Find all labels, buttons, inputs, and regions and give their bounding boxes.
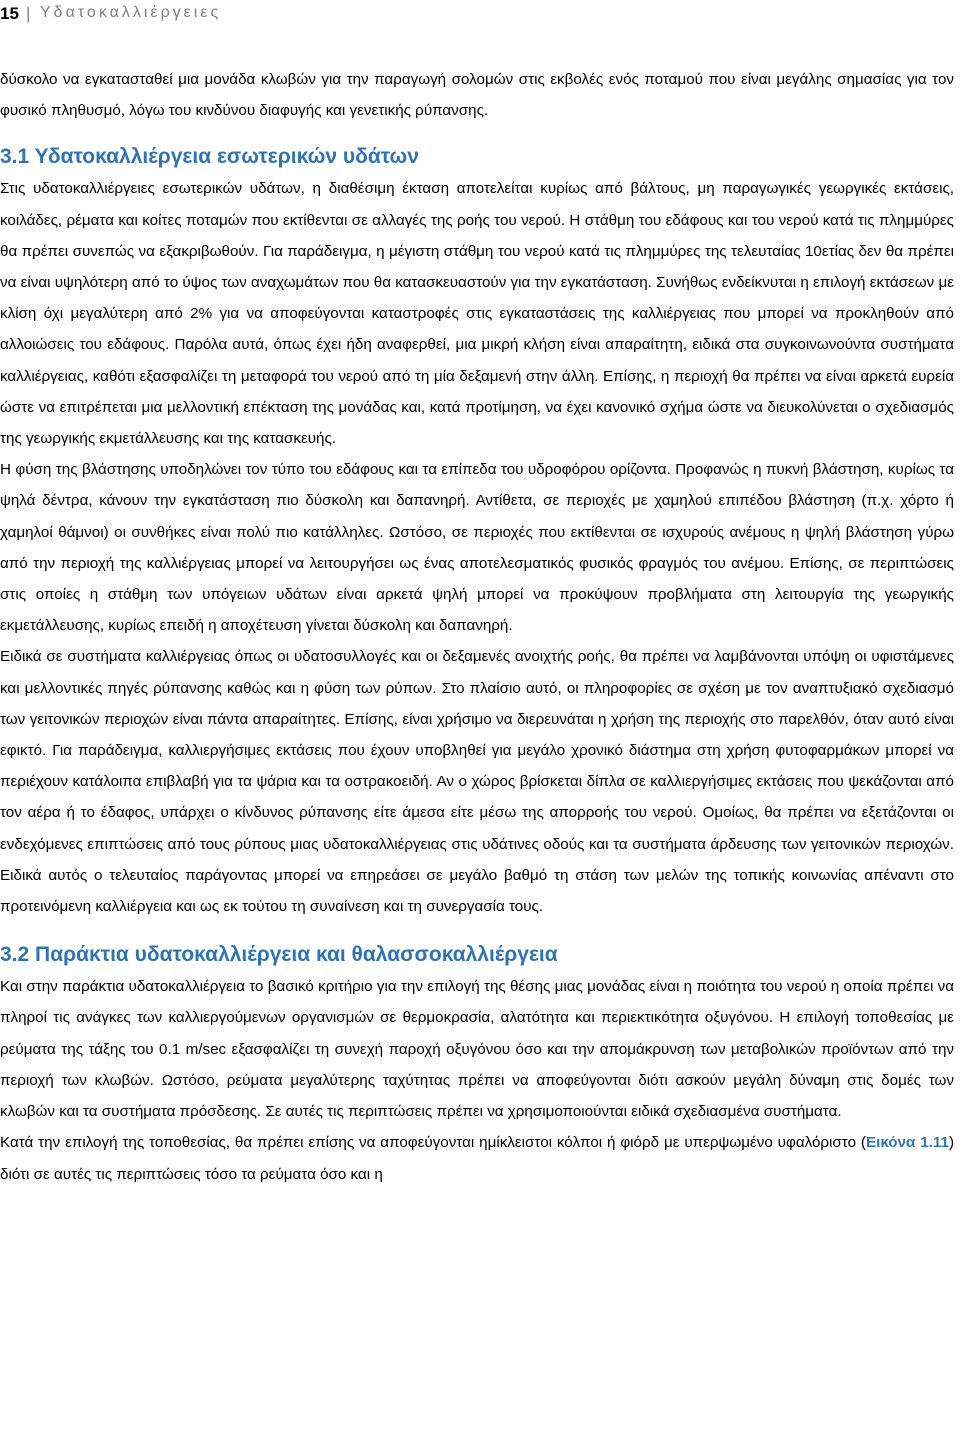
running-title: Υδατοκαλλιέργειες — [40, 4, 222, 21]
paragraph-inland-site: Στις υδατοκαλλιέργειες εσωτερικών υδάτων, η διαθέσιμη έκταση αποτελείται κυρίως από βάλτους, μη παραγωγικές γεωργικές εκτάσεις, κοιλάδες, ρέματα και κοίτες ποταμών που εκτίθενται σε αλλαγές της ροής του νερού. Η στάθμη του εδάφους και του νερού κατά τις πλημμύρες θα πρέπει συνεπώς να εξακριβωθούν. Για παράδειγμα, η μέγιστη στάθμη του νερού κατά τις πλημμύρες της τελευταίας 10ετίας δεν θα πρέπει να είναι υψηλότερη από το ύψος των αναχωμάτων που θα κατασκευαστούν για την εγκατάσταση. Συνήθως ενδείκνυται η επιλογή εκτάσεων με κλίση όχι μεγαλύτερη από 2% για να αποφεύγονται καταστροφές στις εγκαταστάσεις της καλλιέργειας που μπορεί να προκληθούν από αλλοιώσεις του εδάφους. Παρόλα αυτά, όπως έχει ήδη αναφερθεί, μια μικρή κλήση είναι απαραίτητη, ειδικά στα συγκοινωνούντα συστήματα καλλιέργειας, καθότι εξασφαλίζει τη μεταφορά του νερού από τη μία δεξαμενή στην άλλη. Επίσης, η περιοχή θα πρέπει να είναι αρκετά ευρεία ώστε να επιτρέπεται μια μελλοντική επέκταση της μονάδας και, κατά προτίμηση, να έχει κανονικό σχήμα ώστε να διευκολύνεται ο σχεδιασμός της γεωργικής εκμετάλλευσης και της κατασκευής. — [0, 180, 954, 448]
paragraph-pollution: Ειδικά σε συστήματα καλλιέργειας όπως οι υδατοσυλλογές και οι δεξαμενές ανοιχτής ροής, θα πρέπει να λαμβάνονται υπόψη οι υφιστάμενες και μελλοντικές πηγές ρύπανσης καθώς και η φύση των ρύπων. Στο πλαίσιο αυτό, οι πληροφορίες σε σχέση με τον αναπτυξιακό σχεδιασμό των γειτονικών περιοχών είναι πάντα απαραίτητες. Επίσης, είναι χρήσιμο να διερευνάται η χρήση της περιοχής στο παρελθόν, όταν αυτό είναι εφικτό. Για παράδειγμα, καλλιεργήσιμες εκτάσεις που έχουν υποβληθεί για μεγάλο χρονικό διάστημα στη χρήση φυτοφαρμάκων μπορεί να περιέχουν κατάλοιπα επιβλαβή για τα ψάρια και τα οστρακοειδή. Αν ο χώρος βρίσκεται δίπλα σε καλλιεργήσιμες εκτάσεις που ψεκάζονται από τον αέρα ή το έδαφος, υπάρχει ο κίνδυνος ρύπανσης είτε άμεσα είτε μέσω της απορροής του νερού. Ομοίως, θα πρέπει να εξετάζονται οι ενδεχόμενες επιπτώσεις από τους ρύπους μιας υδατοκαλλιέργειας στις υδάτινες οδούς και τα συστήματα άρδευσης των γειτονικών περιοχών. Ειδικά αυτός ο τελευταίος παράγοντας μπορεί να επηρεάσει σε μεγάλο βαθμό τη στάση των μελών της τοπικής κοινωνίας απέναντι στο προτεινόμενη καλλιέργεια και ως εκ τούτου τη συναίνεση και τη συνεργασία τους. — [0, 648, 954, 916]
page-number: 15 — [0, 4, 19, 23]
paragraph-continued: δύσκολο να εγκατασταθεί μια μονάδα κλωβών για την παραγωγή σολομών στις εκβολές ενός ποταμού που είναι μεγάλης σημασίας για τον φυσικό πληθυσμό, λόγω του κινδύνου διαφυγής και γενετικής ρύπανσης. — [0, 71, 954, 120]
header-separator: | — [26, 4, 31, 23]
paragraph-site-selection — [0, 1127, 954, 1189]
text-run: ) διότι σε αυτές τις περιπτώσεις τόσο τα ρεύματα όσο και η — [0, 1134, 954, 1183]
page-body — [0, 64, 954, 1190]
text-run: Κατά την επιλογή της τοποθεσίας, θα πρέπει επίσης να αποφεύγονται ημίκλειστοι κόλποι ή φιόρδ με υπερψωμένο υφαλόριστο ( — [0, 1134, 866, 1152]
figure-reference-link[interactable]: Εικόνα 1.11 — [865, 1134, 949, 1152]
section-heading-3-1: 3.1 Υδατοκαλλιέργεια εσωτερικών υδάτων — [0, 145, 419, 169]
page-header — [0, 0, 960, 36]
section-heading-3-2: 3.2 Παράκτια υδατοκαλλιέργεια και θαλασσοκαλλιέργεια — [0, 943, 558, 967]
paragraph-coastal: Και στην παράκτια υδατοκαλλιέργεια το βασικό κριτήριο για την επιλογή της θέσης μιας μονάδας είναι η ποιότητα του νερού η οποία πρέπει να πληροί τις ανάγκες των καλλιεργούμενων οργανισμών σε θερμοκρασία, αλατότητα και περιεκτικότητα οξυγόνου. Η επιλογή τοποθεσίας με ρεύματα της τάξης του 0.1 m/sec εξασφαλίζει τη συνεχή παροχή οξυγόνου όσο και την απομάκρυνση των μεταβολικών προϊόντων από την περιοχή των κλωβών. Ωστόσο, ρεύματα μεγαλύτερης ταχύτητας πρέπει να αποφεύγονται διότι ασκούν μεγάλη δύναμη στις δομές των κλωβών και τα συστήματα πρόσδεσης. Σε αυτές τις περιπτώσεις πρέπει να χρησιμοποιούνται ειδικά σχεδιασμένα συστήματα. — [0, 978, 954, 1121]
paragraph-vegetation: Η φύση της βλάστησης υποδηλώνει τον τύπο του εδάφους και τα επίπεδα του υδροφόρου ορίζοντα. Προφανώς η πυκνή βλάστηση, κυρίως τα ψηλά δέντρα, κάνουν την εγκατάσταση πιο δύσκολη και δαπανηρή. Αντίθετα, σε περιοχές με χαμηλού επιπέδου βλάστηση (π.χ. χόρτο ή χαμηλοί θάμνοι) οι συνθήκες είναι πολύ πιο κατάλληλες. Ωστόσο, σε περιοχές που εκτίθενται σε ισχυρούς ανέμους η ψηλή βλάστηση γύρω από την περιοχή της καλλιέργειας μπορεί να λειτουργήσει ως ένας αποτελεσματικός φυσικός φραγμός του ανέμου. Επίσης, σε περιπτώσεις στις οποίες η στάθμη των υπόγειων υδάτων είναι αρκετά ψηλή μπορεί να προκύψουν προβλήματα στη λειτουργία της γεωργικής εκμετάλλευσης, κυρίως επειδή η αποχέτευση γίνεται δύσκολη και δαπανηρή. — [0, 461, 954, 635]
